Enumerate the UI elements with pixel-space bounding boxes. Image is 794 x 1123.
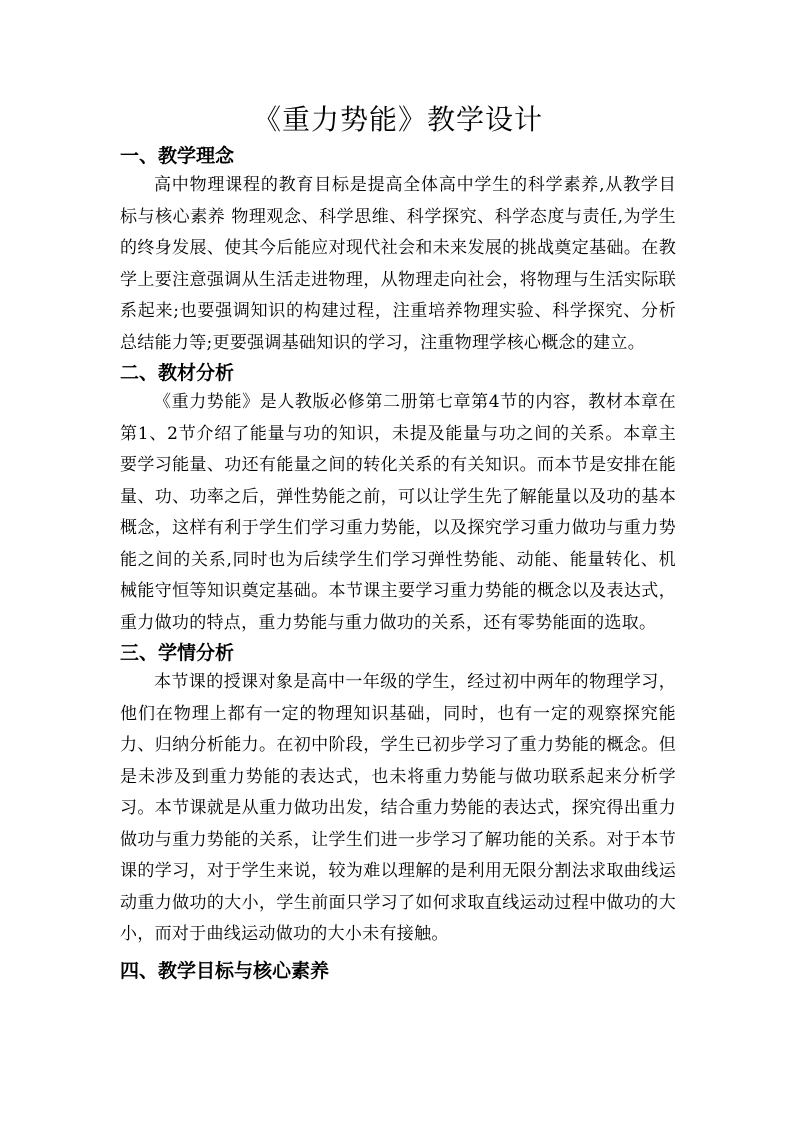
section-heading-teaching-objectives: 四、教学目标与核心素养 [120,959,330,982]
document-title: 《重力势能》教学设计 [252,103,543,136]
section-heading-student-analysis: 三、学情分析 [120,642,235,664]
document-body [120,98,676,985]
paragraph-textbook-analysis: 《重力势能》是人教版必修第二册第七章第4节的内容，教材本章在第1、2节介绍了能量与功的知识，未提及能量与功之间的关系。本章主要学习能量、功还有能量之间的转化关系的有关知识。而本节是安排在能量、功、功率之后，弹性势能之前，可以让学生先了解能量以及功的基本概念，这样有利于学生们学习重力势能，以及探究学习重力做功与重力势能之间的关系,同时也为后续学生们学习弹性势能、动能、能量转化、机械能守恒等知识奠定基础。本节课主要学习重力势能的概念以及表达式，重力做功的特点，重力势能与重力做功的关系，还有零势能面的选取。 [120,392,676,633]
section-heading-teaching-philosophy: 一、教学理念 [120,145,235,167]
section-heading-textbook-analysis: 二、教材分析 [120,362,235,384]
paragraph-student-analysis: 本节课的授课对象是高中一年级的学生，经过初中两年的物理学习，他们在物理上都有一定的物理知识基础，同时，也有一定的观察探究能力、归纳分析能力。在初中阶段，学生已初步学习了重力势能的概念。但是未涉及到重力势能的表达式，也未将重力势能与做功联系起来分析学习。本节课就是从重力做功出发，结合重力势能的表达式，探究得出重力做功与重力势能的关系，让学生们进一步学习了解功能的关系。对于本节课的学习，对于学生来说，较为难以理解的是利用无限分割法求取曲线运动重力做功的大小，学生前面只学习了如何求取直线运动过程中做功的大小，而对于曲线运动做功的大小未有接触。 [120,672,676,944]
paragraph-teaching-philosophy: 高中物理课程的教育目标是提高全体高中学生的科学素养,从教学目标与核心素养 物理观念、科学思维、科学探究、科学态度与责任,为学生的终身发展、使其今后能应对现代社会和未来发展的挑战奠定基础。在教学上要注意强调从生活走进物理，从物理走向社会，将物理与生活实际联系起来;也要强调知识的构建过程，注重培养物理实验、科学探究、分析总结能力等;更要强调基础知识的学习，注重物理学核心概念的建立。 [120,175,676,353]
